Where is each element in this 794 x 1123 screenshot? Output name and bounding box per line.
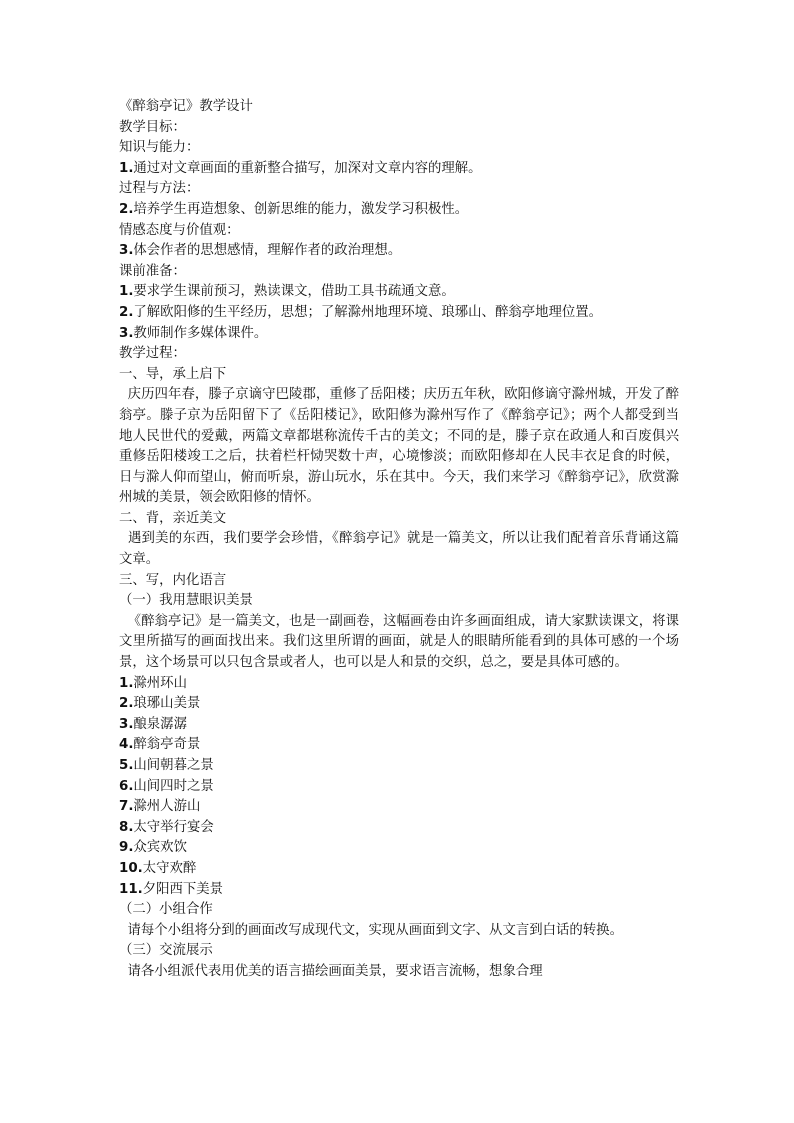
- item-text: 体会作者的思想感情，理解作者的政治理想。: [133, 243, 402, 259]
- item-text: 醉翁亭奇景: [133, 737, 201, 753]
- item-number: 7.: [119, 799, 134, 815]
- item-text: 要求学生课前预习，熟读课文，借助工具书疏通文意。: [133, 284, 455, 300]
- scene-item: [119, 694, 679, 715]
- item-text: 众宾欢饮: [133, 840, 187, 856]
- item-text: 太守举行宴会: [133, 819, 214, 835]
- scene-item: [119, 777, 679, 798]
- process-heading: 过程与方法：: [119, 181, 200, 197]
- subsection-heading: （一）我用慧眼识美景: [119, 593, 253, 609]
- emotion-item: [119, 241, 679, 262]
- item-number: 2.: [119, 304, 134, 320]
- scene-item: [119, 756, 679, 777]
- paragraph-text: 请每个小组将分到的画面改写成现代文，实现从画面到文字、从文言到白话的转换。: [127, 922, 623, 938]
- item-number: 4.: [119, 737, 134, 753]
- section-paragraph: [119, 529, 679, 570]
- section-paragraph: [119, 612, 679, 674]
- item-number: 6.: [119, 778, 134, 794]
- scene-item: [119, 715, 679, 736]
- item-text: 滁州人游山: [133, 799, 201, 815]
- item-text: 通过对文章画面的重新整合描写，加深对文章内容的理解。: [133, 160, 482, 176]
- subsection-heading: （二）小组合作: [119, 902, 213, 918]
- scene-item: [119, 838, 679, 859]
- item-text: 夕阳西下美景: [142, 881, 224, 897]
- section-heading: 三、写，内化语言: [119, 572, 227, 588]
- item-text: 太守欢醉: [142, 860, 197, 876]
- section-heading: 二、背，亲近美文: [119, 510, 227, 526]
- scene-item: [119, 818, 679, 839]
- item-text: 琅琊山美景: [133, 696, 201, 712]
- item-number: 2.: [119, 696, 134, 712]
- section-heading: 一、导，承上启下: [119, 366, 227, 382]
- item-number: 3.: [119, 243, 134, 259]
- item-number: 5.: [119, 758, 134, 773]
- item-text: 山间四时之景: [133, 778, 214, 794]
- scene-item: [119, 674, 679, 695]
- teaching-process-heading: 教学过程：: [119, 346, 186, 362]
- item-text: 酿泉潺潺: [133, 716, 187, 732]
- document-title: 《醉翁亭记》教学设计: [119, 99, 253, 114]
- knowledge-item: [119, 159, 679, 180]
- prep-item: [119, 324, 679, 345]
- item-number: 8.: [119, 819, 134, 835]
- item-number: 1.: [119, 160, 134, 176]
- paragraph-text: 遇到美的东西，我们要学会珍惜，《醉翁亭记》就是一篇美文，所以让我们配着音乐背诵这篇文章。: [119, 531, 680, 568]
- knowledge-heading: 知识与能力：: [119, 140, 200, 156]
- section-paragraph: [119, 921, 679, 942]
- subsection-heading: （三）交流展示: [119, 943, 213, 959]
- paragraph-text: 请各小组派代表用优美的语言描绘画面美景，要求语言流畅，想象合理: [127, 963, 543, 979]
- prep-item: [119, 282, 679, 303]
- item-number: 1.: [119, 675, 134, 691]
- item-number: 11.: [119, 881, 143, 897]
- process-item: [119, 200, 679, 221]
- item-text: 培养学生再造想象、创新思维的能力，激发学习积极性。: [133, 201, 469, 217]
- paragraph-text: 庆历四年春，滕子京谪守巴陵郡，重修了岳阳楼；庆历五年秋，欧阳修谪守滁州城，开发了醉翁亭。滕子京为岳阳留下了《岳阳楼记》，欧阳修为滁州写作了《醉翁亭记》；两个人都受到当地人民世代的爱戴，两篇文章都堪称流传千古的美文；不同的是，滕子京在政通人和百废俱兴重修岳阳楼竣工之后，扶着栏杆恸哭数十声，心境惨淡；而欧阳修却在人民丰衣足食的时候，日与滁人仰而望山，俯而听泉，游山玩水，乐在其中。今天，我们来学习《醉翁亭记》，欣赏滁州城的美景，领会欧阳修的情怀。: [119, 387, 680, 506]
- document-body: [119, 97, 679, 983]
- item-number: 3.: [119, 716, 134, 732]
- prep-heading: 课前准备：: [119, 263, 186, 279]
- scene-item: [119, 735, 679, 756]
- objectives-heading: 教学目标：: [119, 119, 186, 135]
- item-number: 3.: [119, 325, 134, 341]
- emotion-heading: 情感态度与价值观：: [119, 222, 240, 238]
- scene-item: [119, 880, 679, 901]
- item-text: 山间朝暮之景: [133, 758, 214, 773]
- item-text: 滁州环山: [133, 675, 187, 691]
- scene-item: [119, 797, 679, 818]
- paragraph-text: 《醉翁亭记》是一篇美文，也是一副画卷，这幅画卷由许多画面组成，请大家默读课文，将课文里所描写的画面找出来。我们这里所谓的画面，就是人的眼睛所能看到的具体可感的一个场景，这个场景可以只包含景或者人，也可以是人和景的交织，总之，要是具体可感的。: [119, 613, 680, 671]
- section-paragraph: [119, 385, 679, 509]
- item-number: 2.: [119, 201, 134, 217]
- section-paragraph: [119, 962, 679, 983]
- item-text: 了解欧阳修的生平经历，思想；了解滁州地理环境、琅琊山、醉翁亭地理位置。: [133, 304, 603, 320]
- item-number: 1.: [119, 284, 134, 300]
- scene-item: [119, 859, 679, 880]
- item-number: 10.: [119, 860, 143, 876]
- item-text: 教师制作多媒体课件。: [133, 325, 268, 341]
- prep-item: [119, 303, 679, 324]
- item-number: 9.: [119, 840, 134, 856]
